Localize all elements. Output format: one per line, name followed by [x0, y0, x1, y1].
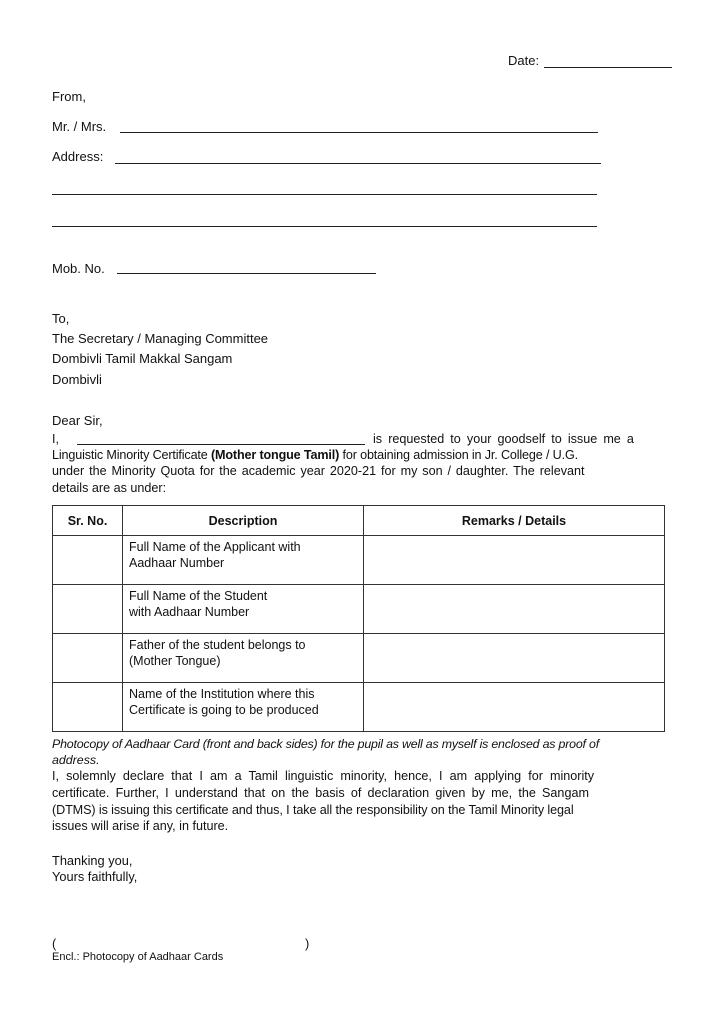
sr-no-cell[interactable] — [53, 536, 123, 585]
remarks-cell[interactable] — [364, 536, 665, 585]
intro-line-2-end: for obtaining admission in Jr. College / U.G. — [342, 448, 578, 462]
to-label: To, — [52, 311, 70, 326]
intro-line-2 — [52, 448, 578, 462]
header-remarks: Remarks / Details — [364, 506, 665, 536]
sign-off-text: Yours faithfully, — [52, 869, 138, 884]
recipient-line-2: Dombivli Tamil Makkal Sangam — [52, 351, 233, 366]
table-header-row — [53, 506, 665, 536]
details-table — [52, 505, 665, 732]
description-line: Certificate is going to be produced — [129, 703, 319, 717]
declaration-line-3: (DTMS) is issuing this certificate and thus, I take all the responsibility on the Tamil Minority legal — [52, 803, 574, 817]
name-field[interactable] — [120, 132, 598, 133]
mobile-field[interactable] — [117, 273, 376, 274]
applicant-name-field[interactable] — [77, 444, 365, 445]
description-line: Name of the Institution where this — [129, 687, 315, 701]
mother-tongue-emphasis: (Mother tongue Tamil) — [211, 448, 340, 462]
description-cell — [123, 683, 364, 732]
mobile-label: Mob. No. — [52, 261, 105, 276]
salutation: Dear Sir, — [52, 413, 103, 428]
header-description: Description — [123, 506, 364, 536]
description-line: (Mother Tongue) — [129, 654, 221, 668]
declaration-line-4: issues will arise if any, in future. — [52, 819, 229, 833]
intro-line-2-start: Linguistic Minority Certificate — [52, 448, 208, 462]
intro-line-3: under the Minority Quota for the academic year 2020-21 for my son / daughter. The relevant — [52, 464, 585, 478]
intro-line-1-rest: is requested to your goodself to issue me a — [373, 432, 634, 446]
thanks-text: Thanking you, — [52, 853, 133, 868]
table-row — [53, 634, 665, 683]
description-line: Aadhaar Number — [129, 556, 225, 570]
signature-open-paren: ( — [52, 936, 57, 951]
table-row — [53, 683, 665, 732]
signature-name-field[interactable] — [62, 936, 302, 951]
remarks-cell[interactable] — [364, 683, 665, 732]
aadhaar-note-line-1: Photocopy of Aadhaar Card (front and back sides) for the pupil as well as myself is enclosed as proof of — [52, 737, 599, 751]
description-line: Full Name of the Applicant with — [129, 540, 301, 554]
table-row — [53, 536, 665, 585]
description-line: Full Name of the Student — [129, 589, 268, 603]
signature-close-paren: ) — [305, 936, 310, 951]
description-cell — [123, 634, 364, 683]
description-line: Father of the student belongs to — [129, 638, 306, 652]
enclosure-note: Encl.: Photocopy of Aadhaar Cards — [52, 951, 224, 963]
declaration-line-2: certificate. Further, I understand that on the basis of declaration given by me, the Sangam — [52, 786, 589, 800]
sr-no-cell[interactable] — [53, 585, 123, 634]
date-field[interactable] — [544, 67, 672, 68]
sr-no-cell[interactable] — [53, 634, 123, 683]
description-cell — [123, 585, 364, 634]
header-sr-no: Sr. No. — [53, 506, 123, 536]
aadhaar-note-line-2: address. — [52, 753, 100, 767]
address-field-line-1[interactable] — [115, 163, 601, 164]
from-label: From, — [52, 89, 86, 104]
declaration-line-1: I, solemnly declare that I am a Tamil linguistic minority, hence, I am applying for minority — [52, 769, 595, 783]
sr-no-cell[interactable] — [53, 683, 123, 732]
intro-line-1 — [52, 432, 59, 446]
table-row — [53, 585, 665, 634]
description-cell — [123, 536, 364, 585]
address-field-line-3[interactable] — [52, 226, 597, 227]
recipient-line-3: Dombivli — [52, 372, 102, 387]
intro-line-4: details are as under: — [52, 481, 167, 495]
remarks-cell[interactable] — [364, 634, 665, 683]
remarks-cell[interactable] — [364, 585, 665, 634]
recipient-line-1: The Secretary / Managing Committee — [52, 331, 269, 346]
intro-prefix: I, — [52, 432, 59, 446]
description-line: with Aadhaar Number — [129, 605, 250, 619]
address-label: Address: — [52, 149, 104, 164]
date-label: Date: — [508, 53, 540, 68]
address-field-line-2[interactable] — [52, 194, 597, 195]
name-label: Mr. / Mrs. — [52, 119, 107, 134]
